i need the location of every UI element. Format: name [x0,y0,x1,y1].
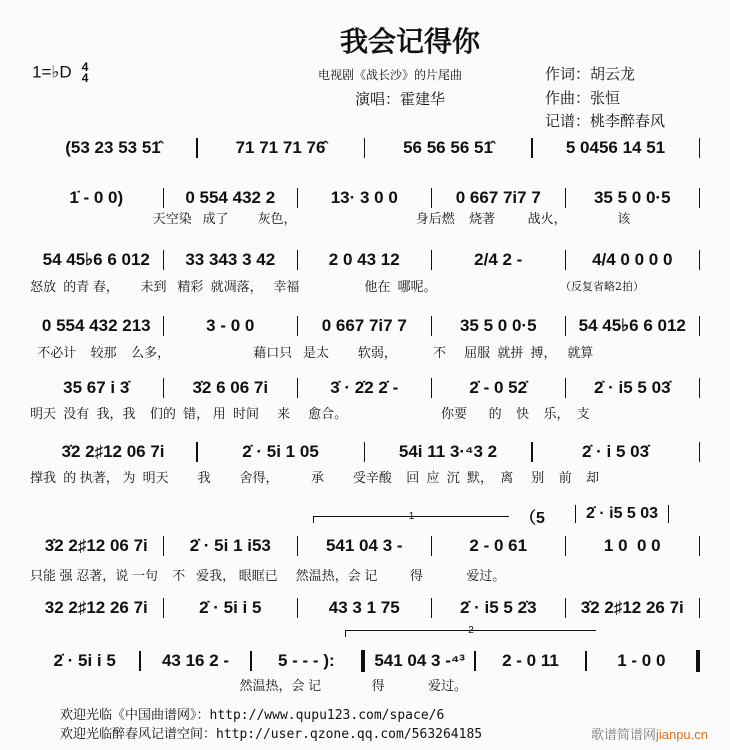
notation-row [30,650,700,672]
measure: 5 - - - ): [277,651,335,670]
watermark-en: jianpu.cn [655,727,708,742]
measure: 54i 11 3·⁴3 2 [398,442,498,461]
measure: 13· 3 0 0 [330,188,398,207]
measure: 0 554 432 2 [185,188,276,207]
measure: 2/4 2 - [474,250,523,269]
measure: 3̇2 6 06 7i [192,378,269,397]
bar-line [696,650,700,672]
intro-note: （5 [520,510,545,527]
lyrics-line: 撑我 的 执著， 为 明天 我 舍得， 承 受辛酸 回 应 沉 默， 离 别 前 却 [30,470,600,485]
measure: (53 23 53 51̂ [65,138,161,157]
lyrics-line: 天空染 成了 灰色， 身后燃 烧著 战火， 该 [30,211,631,226]
measure: 2̇ · 5i i 5 [53,651,116,670]
notation-row [30,598,700,618]
bar-line [699,188,701,208]
footer-link-2[interactable]: 欢迎光临醉春风记谱空间：http://user.qzone.qq.com/563264185 [60,727,483,742]
measure: 2̇ · 5i i 5 [199,598,262,617]
key: 1=♭D [32,62,72,82]
lyrics-line: 然温热，会 记 得 爱过。 [30,678,468,693]
measure: 2̇ - 0 52̇ [469,378,528,397]
measure: 43 3 1 75 [328,598,400,617]
bar-line [699,316,701,336]
volta-bracket: 1 [313,516,509,523]
measure: 54 45♭6 6 012 [578,316,686,335]
measure: 35 5 0 0·5 [593,188,671,207]
measure: 1 0 0 0 [603,536,661,555]
bar-line [699,250,701,270]
notation-row [30,250,700,270]
notation-row [30,138,700,158]
singer: 演唱：霍建华 [355,90,446,108]
measure: 71 71 71 76̂ [235,138,326,157]
measure: 2 0 43 12 [328,250,400,269]
measure: 2̇ · i5 5 03̇ [593,378,671,397]
volta-bracket: 2 [345,630,596,637]
measure: 56 56 56 51̂ [403,138,493,157]
bar-line [699,378,701,398]
measure: 43 16 2 - [161,651,230,670]
bar-line [699,598,701,618]
bar-line [699,442,701,462]
notation-row [30,378,700,398]
composer: 作曲：张恒 [545,89,621,107]
measure: 32 2♯12 26 7i [44,598,148,617]
repeat-note: （反复省略2拍） [560,280,644,293]
transcriber: 记谱：桃李醉春风 [545,112,666,130]
measure: 2̇ · 5i 1 05 [242,442,319,461]
time-signature [82,62,89,84]
key-signature [32,62,88,84]
bar-line [699,536,701,556]
notation-row [30,316,700,336]
lyricist: 作词：胡云龙 [545,65,636,83]
measure: 2̇ · 5i 1 i53 [189,536,271,555]
watermark-cn: 歌谱简谱网 [590,727,656,742]
lyrics-line: 只能 强 忍著，说 一句 不 爱我， 眼眶已 然温热，会 记 得 爱过。 [30,568,506,583]
lyrics-line: 不必计 较那 么多， 藉口只 是太 软弱， 不 屈服 就拼 搏， 就算 [30,345,594,360]
time-bottom: 4 [81,71,89,85]
measure: 3̇2 2♯12 06 7i [44,536,148,555]
measure: 0 554 432 213 [41,316,151,335]
measure: 35 5 0 0·5 [459,316,537,335]
measure: 2̇ · i5 5 2̇3 [459,598,537,617]
watermark [591,724,708,743]
measure: 0 667 7i7 7 [321,316,407,335]
measure: 1 - 0 0 [617,651,666,670]
measure: 1̇ - 0 0) [69,188,124,207]
measure: 4/4 0 0 0 0 [592,250,673,269]
time-top: 4 [81,60,89,74]
measure: 2 - 0 61 [469,536,528,555]
measure: 5 0456 14 51 [565,138,666,157]
bar-line [699,138,701,158]
measure: 35 67 i 3̇ [63,378,130,397]
measure: 0 667 7i7 7 [455,188,541,207]
lyrics-line: 怒放 的青 春， 未到 精彩 就凋落， 幸福 他在 哪呢。 [30,279,437,294]
measure: 2̇ · i 5 03̇ [581,442,650,461]
measure: 541 04 3 -⁴³ [374,651,465,670]
measure: 54 45♭6 6 012 [42,250,150,269]
measure: 3̇2 2♯12 06 7i [61,442,165,461]
measure: 33 343 3 42 [185,250,276,269]
notation-row [30,536,700,556]
subtitle: 电视剧《战长沙》的片尾曲 [318,68,463,82]
notation-row [30,188,700,208]
lyrics-line: 明天 没有 我，我 们的 错， 用 时间 来 愈合。 你要 的 快 乐， 支 [30,406,590,421]
footer-link-1[interactable]: 欢迎光临《中国曲谱网》：http://www.qupu123.com/space/6 [60,708,445,723]
song-title: 我会记得你 [339,25,480,58]
measure: 3̇2 2♯12 26 7i [580,598,684,617]
measure: 3̇ · 2̇2 2̇ - [330,378,399,397]
intro-measure: 2̇ · i5 5 03 [575,505,669,523]
measure: 2 - 0 11 [502,651,559,670]
notation-row [30,442,700,462]
measure: 541 04 3 - [325,536,403,555]
measure: 3 - 0 0 [206,316,255,335]
